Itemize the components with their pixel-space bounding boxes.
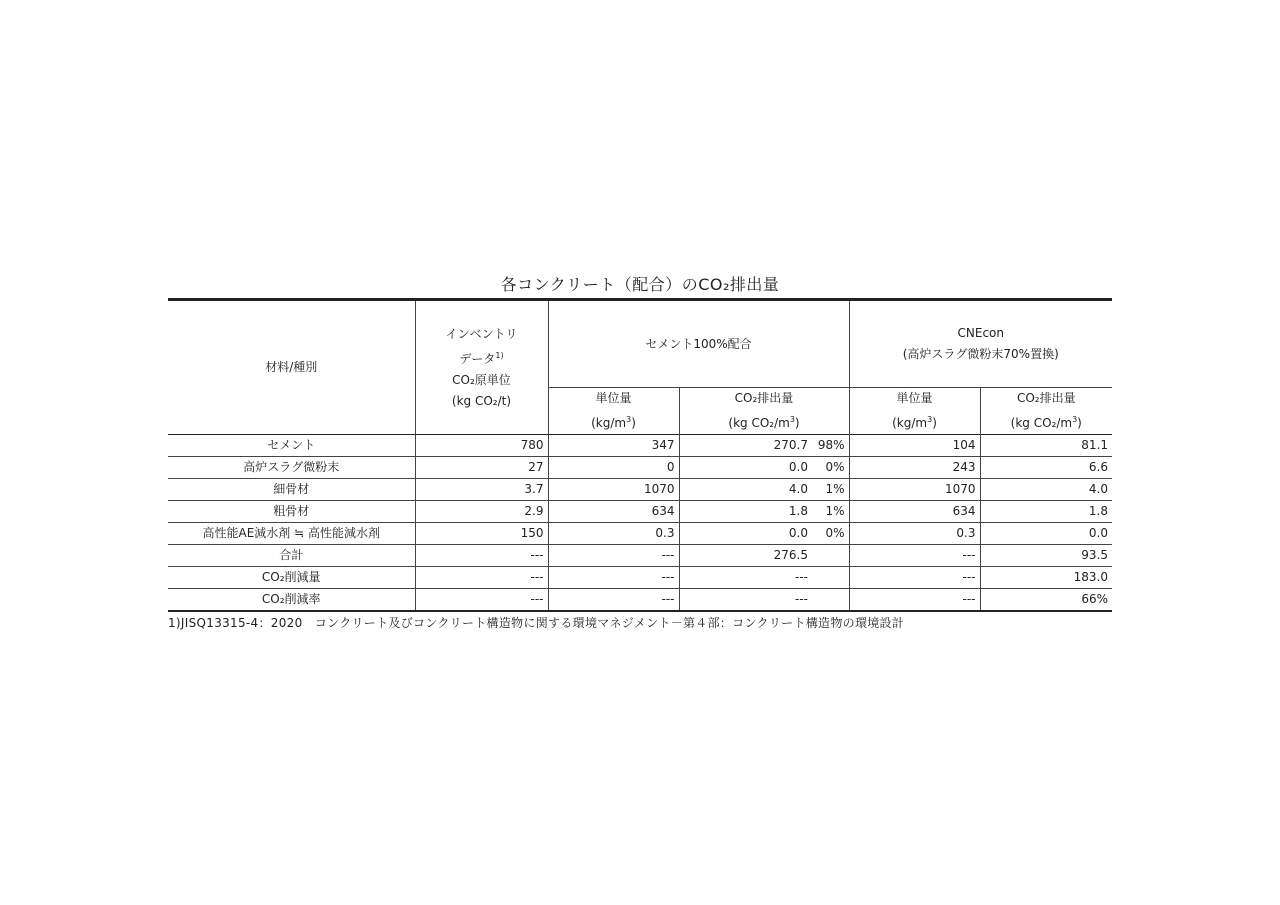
cell-mix2-co2: 81.1 [980, 435, 1112, 457]
cell-mix2-amount: 0.3 [849, 523, 980, 545]
cell-inventory: 150 [415, 523, 548, 545]
header-mix2-co2-emission: CO₂排出量 (kg CO₂/$m^3$) [980, 388, 1112, 435]
cell-mix1-pct: 98% [812, 435, 849, 457]
cell-inventory: --- [415, 589, 548, 612]
table-row [168, 479, 1112, 501]
header-mix-cement100: セメント100%配合 [548, 300, 849, 388]
cell-material: CO₂削減率 [261, 592, 321, 606]
cell-mix2-amount: --- [849, 567, 980, 589]
cell-material: 細骨材 [168, 479, 415, 501]
cell-mix2-co2: 93.5 [980, 545, 1112, 567]
cell-mix2-amount: --- [849, 589, 980, 612]
cell-mix1-amount: 0 [548, 457, 679, 479]
cell-mix1-pct [812, 589, 849, 612]
cell-mix1-amount: 1070 [548, 479, 679, 501]
cell-mix1-pct: 1% [812, 479, 849, 501]
cell-mix2-co2: 0.0 [980, 523, 1112, 545]
header-inventory [415, 300, 548, 435]
cell-mix1-co2: --- [679, 589, 812, 612]
cell-mix1-co2: 4.0 [679, 479, 812, 501]
cell-mix2-co2: 66% [980, 589, 1112, 612]
table-row [168, 567, 1112, 589]
table-body [168, 435, 1112, 612]
cell-material: 合計 [168, 545, 415, 567]
header-mix-cnecon-sublabel: (高炉スラグ微粉末70%置換) [902, 347, 1059, 361]
cell-mix2-amount: 243 [849, 457, 980, 479]
cell-inventory: 780 [415, 435, 548, 457]
header-mix-cnecon [849, 300, 1112, 388]
cell-mix1-co2: 0.0 [679, 523, 812, 545]
cell-mix1-pct [812, 545, 849, 567]
cell-inventory: 3.7 [415, 479, 548, 501]
table-title: 各コンクリート（配合）のCO₂排出量 [500, 275, 780, 294]
cell-mix2-amount: 104 [849, 435, 980, 457]
cell-inventory: 27 [415, 457, 548, 479]
cell-mix2-amount: 1070 [849, 479, 980, 501]
header-inventory-line4: (kg CO₂/t) [451, 393, 512, 408]
table-row [168, 501, 1112, 523]
cell-inventory: 2.9 [415, 501, 548, 523]
cell-mix1-pct: 1% [812, 501, 849, 523]
cell-mix2-co2: 4.0 [980, 479, 1112, 501]
cell-mix1-co2: 276.5 [679, 545, 812, 567]
header-mix1-unit-amount: 単位量 $(kg/m^3)$ [548, 388, 679, 435]
header-mix1-co2-emission: CO₂排出量 (kg CO₂/$m^3$) [679, 388, 849, 435]
cell-mix2-co2: 1.8 [980, 501, 1112, 523]
cell-material: 高炉スラグ微粉末 [168, 457, 415, 479]
co2-emissions-table [168, 298, 1112, 612]
cell-mix2-co2: 183.0 [980, 567, 1112, 589]
cell-material: 高性能AE減水剤 ≒ 高性能減水剤 [168, 523, 415, 545]
cell-mix1-amount: 0.3 [548, 523, 679, 545]
header-material: 材料/種別 [168, 300, 415, 435]
header-inventory-line1: インベントリ [445, 326, 518, 341]
cell-material: セメント [168, 435, 415, 457]
cell-mix1-amount: 634 [548, 501, 679, 523]
table-row [168, 589, 1112, 612]
cell-inventory: --- [415, 545, 548, 567]
cell-mix1-co2: --- [679, 567, 812, 589]
cell-mix1-amount: --- [548, 589, 679, 612]
table-row [168, 457, 1112, 479]
cell-mix1-co2: 0.0 [679, 457, 812, 479]
cell-inventory: --- [415, 567, 548, 589]
cell-mix2-amount: --- [849, 545, 980, 567]
header-mix2-unit-amount: 単位量 $(kg/m^3)$ [849, 388, 980, 435]
cell-material: CO₂削減量 [168, 567, 415, 589]
cell-mix1-co2: 1.8 [679, 501, 812, 523]
table-row [168, 545, 1112, 567]
header-inventory-line2: データ$^{1)}$ [459, 350, 504, 366]
cell-material: 粗骨材 [168, 501, 415, 523]
footnote: 1)JISQ13315-4：2020 コンクリート及びコンクリート構造物に関する環境マネジメント－第４部：コンクリート構造物の環境設計 [168, 616, 905, 630]
table-row [168, 523, 1112, 545]
cell-mix1-amount: --- [548, 567, 679, 589]
cell-mix1-pct: 0% [812, 457, 849, 479]
cell-mix2-co2: 6.6 [980, 457, 1112, 479]
cell-mix1-pct: 0% [812, 523, 849, 545]
header-mix-cnecon-label: CNEcon [957, 326, 1004, 340]
cell-mix1-amount: --- [548, 545, 679, 567]
cell-mix1-co2: 270.7 [679, 435, 812, 457]
cell-mix1-pct [812, 567, 849, 589]
cell-mix1-amount: 347 [548, 435, 679, 457]
table-row [168, 435, 1112, 457]
header-inventory-line3: CO₂原単位 [452, 372, 511, 387]
cell-mix2-amount: 634 [849, 501, 980, 523]
